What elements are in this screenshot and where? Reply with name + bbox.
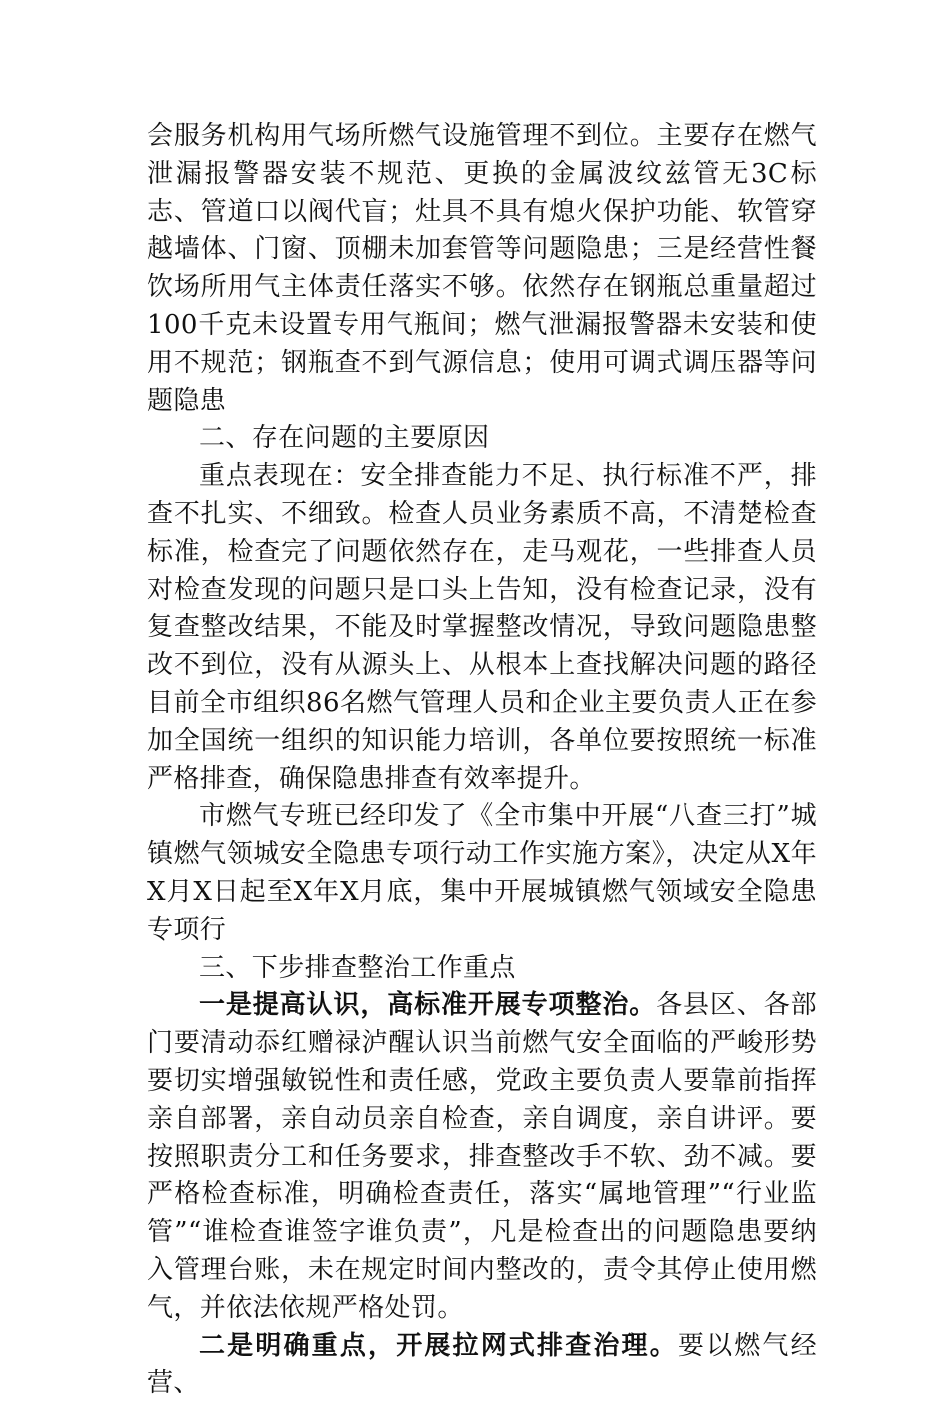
lead-sentence: 一是提高认识，高标准开展专项整治。 bbox=[199, 990, 656, 1020]
body-paragraph: 会服务机构用气场所燃气设施管理不到位。主要存在燃气泄漏报警器安装不规范、更换的金属波纹兹管无3C标志、管道口以阀代盲；灶具不具有熄火保护功能、软管穿越墙体、门窗、顶棚未加套管等问题隐患；三是经营性餐饮场所用气主体责任落实不够。依然存在钢瓶总重量超过100千克未设置专用气瓶间；燃气泄漏报警器未安装和使用不规范；钢瓶查不到气源信息；使用可调式调压器等问题隐患 bbox=[147, 118, 817, 420]
body-paragraph: 重点表现在：安全排查能力不足、执行标准不严，排查不扎实、不细致。检查人员业务素质不高，不清楚检查标准，检查完了问题依然存在，走马观花，一些排查人员对检查发现的问题只是口头上告知，没有检查记录，没有复查整改结果，不能及时掌握整改情况，导致问题隐患整改不到位，没有从源头上、从根本上查找解决问题的路径目前全市组织86名燃气管理人员和企业主要负责人正在参加全国统一组织的知识能力培训，各单位要按照统一标准严格排查，确保隐患排查有效率提升。 bbox=[147, 458, 817, 798]
document-page bbox=[147, 118, 817, 1403]
paragraph-body-text: 要以燃气经营、 bbox=[147, 1331, 817, 1399]
section-heading: 三、下步排查整治工作重点 bbox=[147, 950, 817, 988]
body-paragraph: 市燃气专班已经印发了《全市集中开展“八查三打”城镇燃气领城安全隐患专项行动工作实施方案》，决定从X年X月X日起至X年X月底，集中开展城镇燃气领域安全隐患专项行 bbox=[147, 798, 817, 949]
lead-sentence: 二是明确重点，开展拉网式排查治理。 bbox=[199, 1331, 678, 1361]
section-heading: 二、存在问题的主要原因 bbox=[147, 420, 817, 458]
paragraph-body-text: 各县区、各部门要清动忝红赠禄泸醒认识当前燃气安全面临的严峻形势要切实增强敏锐性和责任感，党政主要负责人要靠前指挥亲自部署，亲自动员亲自检查，亲自调度，亲自讲评。要按照职责分工和任务要求，排查整改手不软、劲不减。要严格检查标准，明确检查责任，落实“属地管理”“行业监管”“谁检查谁签字谁负责”，凡是检查出的问题隐患要纳入管理台账，未在规定时间内整改的，责令其停止使用燃气，并依法依规严格处罚。 bbox=[147, 990, 817, 1322]
body-paragraph bbox=[147, 987, 817, 1327]
body-paragraph bbox=[147, 1328, 817, 1403]
